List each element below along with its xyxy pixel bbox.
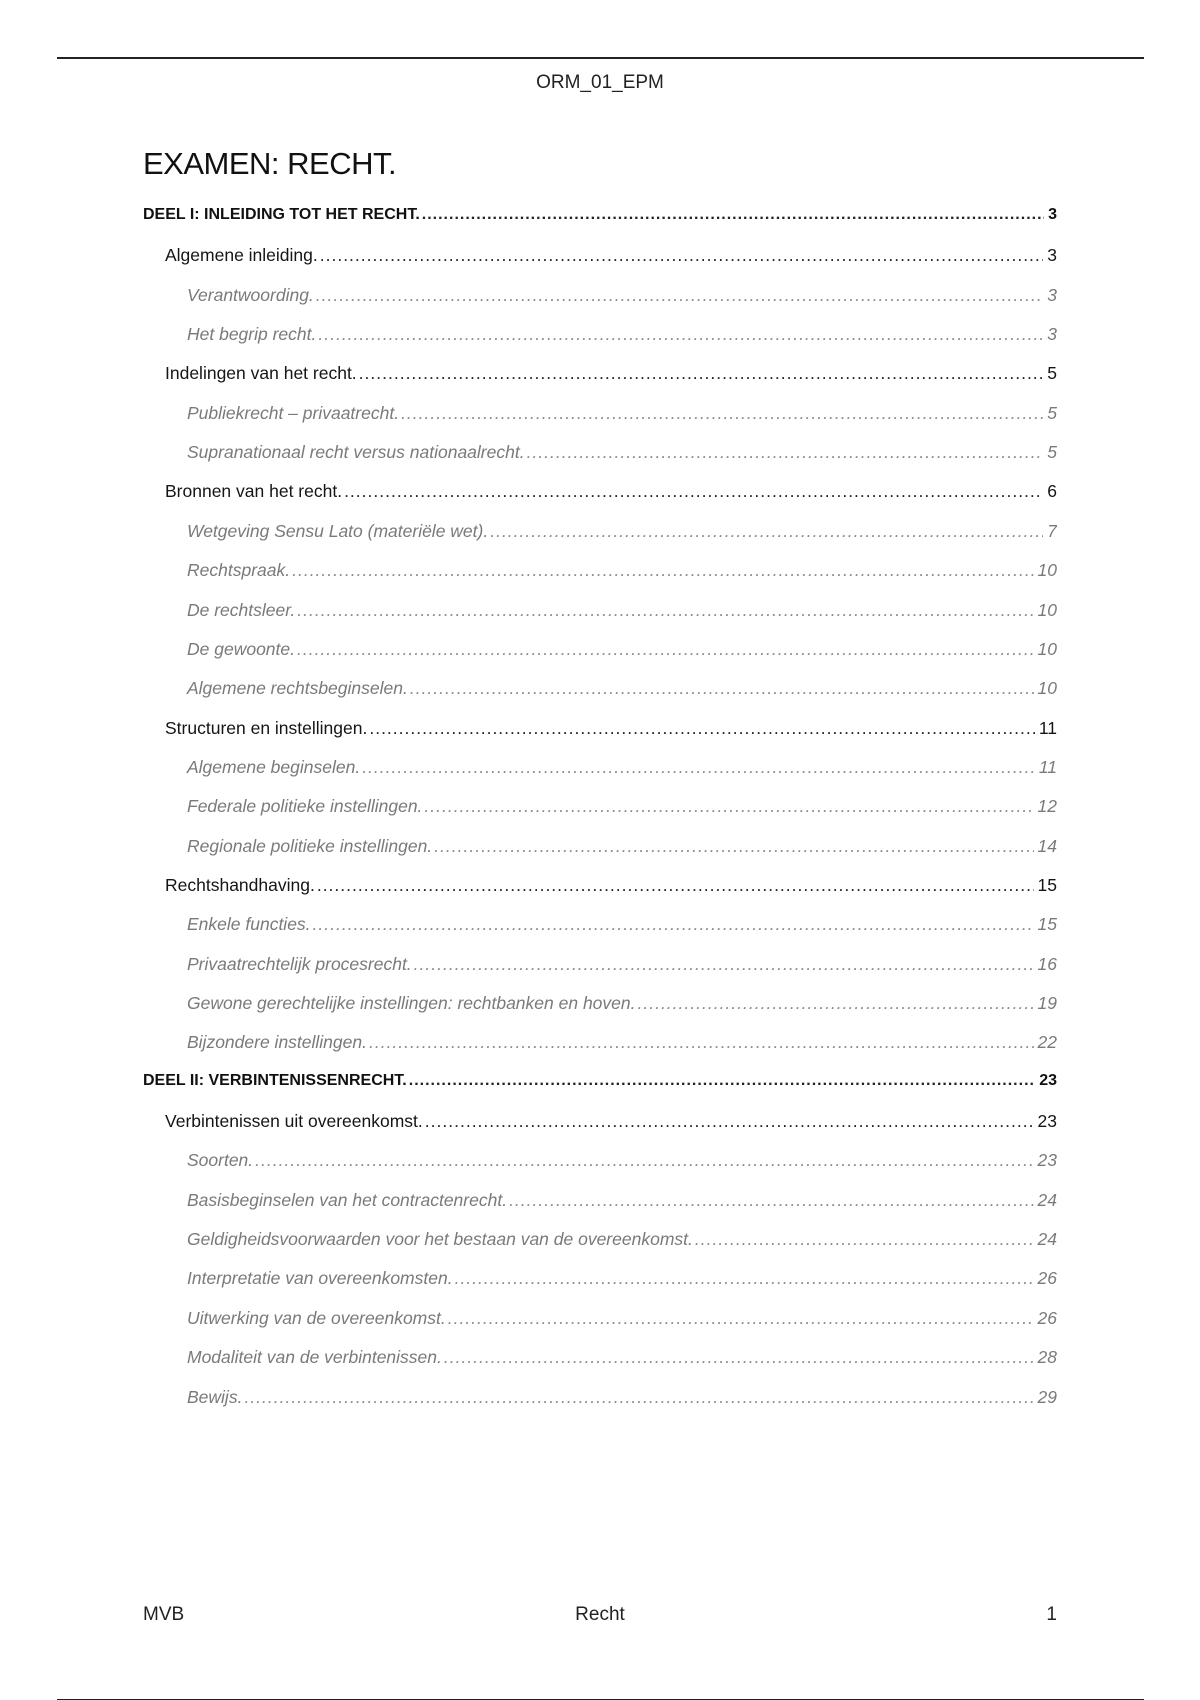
footer-author: MVB [143,1604,185,1625]
toc-entry-page-number: 28 [1037,1347,1057,1368]
toc-entry-level-3[interactable] [143,442,1057,463]
toc-entry-title: Algemene inleiding. [165,245,318,266]
toc-entry-level-3[interactable] [143,1150,1057,1171]
toc-entry-page-number: 11 [1038,756,1057,777]
toc-entry-title: Bijzondere instellingen. [187,1032,367,1053]
toc-entry-page-number: 26 [1037,1307,1057,1328]
toc-entry-page-number: 14 [1037,835,1057,856]
toc-entry-level-3[interactable] [143,1268,1057,1289]
toc-dot-leader [320,245,1044,266]
toc-entry-level-3[interactable] [143,796,1057,817]
toc-entry-page-number: 19 [1037,993,1057,1013]
toc-dot-leader [316,285,1043,306]
toc-dot-leader [434,836,1033,857]
toc-dot-leader [424,796,1033,817]
toc-entry-level-3[interactable] [143,403,1057,424]
footer-page-number: 1 [1046,1604,1057,1625]
toc-entry-page-number: 5 [1047,402,1057,423]
toc-entry-page-number: 11 [1038,717,1057,738]
toc-entry-page-number: 3 [1048,206,1057,223]
toc-entry-title: Supranationaal recht versus nationaalrecht. [187,442,525,463]
toc-entry-page-number: 5 [1047,442,1057,463]
toc-entry-level-2[interactable] [143,875,1057,896]
toc-dot-leader [362,757,1035,778]
toc-entry-title: Indelingen van het recht. [165,363,357,384]
toc-dot-leader [448,1308,1034,1329]
toc-entry-level-3[interactable] [143,757,1057,778]
toc-entry-title: Bronnen van het recht. [165,481,343,502]
toc-entry-title: Privaatrechtelijk procesrecht. [187,953,412,974]
toc-entry-title: Algemene beginselen. [187,756,361,777]
toc-dot-leader [255,1150,1033,1171]
toc-entry-level-3[interactable] [143,993,1057,1014]
toc-entry-page-number: 10 [1037,599,1057,620]
toc-entry-level-3[interactable] [143,285,1057,306]
toc-entry-title: De gewoonte. [187,638,295,659]
toc-entry-page-number: 26 [1037,1268,1057,1289]
toc-entry-page-number: 23 [1037,1150,1057,1171]
toc-entry-page-number: 15 [1037,874,1057,895]
toc-entry-title: DEEL II: VERBINTENISSENRECHT. [143,1071,407,1089]
toc-entry-level-3[interactable] [143,678,1057,699]
toc-entry-level-3[interactable] [143,1032,1057,1053]
header-rule [57,57,1144,59]
toc-entry-page-number: 10 [1037,638,1057,659]
page-title: EXAMEN: RECHT. [143,146,397,181]
toc-entry-page-number: 24 [1037,1189,1057,1210]
toc-dot-leader [638,993,1034,1014]
toc-entry-page-number: 22 [1037,1032,1057,1053]
toc-entry-title: Interpretatie van overeenkomsten. [187,1268,453,1289]
toc-entry-title: Algemene rechtsbeginselen. [187,678,408,699]
toc-entry-page-number: 24 [1037,1229,1057,1250]
toc-entry-title: Verbintenissen uit overeenkomst. [165,1111,423,1132]
toc-dot-leader [297,639,1034,660]
toc-entry-level-3[interactable] [143,954,1057,975]
toc-dot-leader [292,560,1033,581]
toc-entry-level-3[interactable] [143,1347,1057,1368]
toc-dot-leader [369,718,1034,739]
toc-entry-page-number: 12 [1037,796,1057,817]
toc-entry-title: Het begrip recht. [187,324,317,345]
toc-entry-page-number: 3 [1047,324,1057,345]
toc-entry-page-number: 6 [1047,481,1057,502]
toc-entry-level-3[interactable] [143,560,1057,581]
toc-entry-title: Structuren en instellingen. [165,717,368,738]
toc-entry-page-number: 16 [1037,953,1057,974]
toc-entry-title: Soorten. [187,1150,254,1171]
toc-entry-level-1[interactable] [143,206,1057,224]
toc-entry-title: Rechtspraak. [187,560,291,581]
toc-entry-title: Verantwoording. [187,284,314,305]
toc-entry-level-3[interactable] [143,639,1057,660]
toc-entry-level-3[interactable] [143,1229,1057,1250]
toc-dot-leader [425,1111,1034,1132]
toc-entry-title: DEEL I: INLEIDING TOT HET RECHT. [143,206,420,223]
toc-entry-title: Federale politieke instellingen. [187,796,423,817]
toc-dot-leader [455,1268,1034,1289]
toc-dot-leader [359,363,1044,384]
toc-entry-title: Modaliteit van de verbintenissen. [187,1347,442,1368]
toc-entry-title: Rechtshandhaving. [165,874,315,895]
toc-entry-level-3[interactable] [143,1190,1057,1211]
toc-entry-title: Gewone gerechtelijke instellingen: rechtbanken en hoven. [187,993,636,1013]
toc-entry-title: Uitwerking van de overeenkomst. [187,1307,446,1328]
toc-entry-level-3[interactable] [143,914,1057,935]
toc-dot-leader [422,206,1044,224]
toc-entry-page-number: 15 [1037,914,1057,935]
toc-entry-level-2[interactable] [143,718,1057,739]
toc-entry-page-number: 23 [1037,1111,1057,1132]
page-footer [143,1604,1057,1628]
toc-dot-leader [444,1347,1034,1368]
toc-entry-page-number: 7 [1047,520,1057,541]
toc-dot-leader [317,875,1034,896]
toc-dot-leader [490,521,1043,542]
toc-dot-leader [344,481,1043,502]
toc-entry-title: Enkele functies. [187,914,311,935]
toc-dot-leader [527,442,1044,463]
toc-entry-title: Wetgeving Sensu Lato (materiële wet). [187,520,489,541]
toc-entry-title: Bewijs. [187,1386,243,1407]
toc-entry-level-2[interactable] [143,363,1057,384]
toc-entry-level-2[interactable] [143,481,1057,502]
toc-dot-leader [244,1387,1033,1408]
document-code: ORM_01_EPM [536,72,664,93]
toc-dot-leader [369,1032,1034,1053]
toc-entry-title: Regionale politieke instellingen. [187,835,433,856]
toc-entry-level-2[interactable] [143,245,1057,266]
toc-dot-leader [695,1229,1034,1250]
toc-dot-leader [297,600,1033,621]
toc-entry-page-number: 3 [1047,284,1057,305]
toc-entry-level-3[interactable] [143,1387,1057,1408]
toc-entry-page-number: 23 [1039,1071,1057,1089]
toc-dot-leader [414,954,1034,975]
toc-entry-page-number: 10 [1037,678,1057,699]
toc-entry-page-number: 5 [1047,363,1057,384]
toc-entry-level-3[interactable] [143,324,1057,345]
toc-entry-title: De rechtsleer. [187,599,296,620]
toc-dot-leader [313,914,1034,935]
toc-entry-page-number: 10 [1037,560,1057,581]
toc-entry-level-3[interactable] [143,836,1057,857]
toc-dot-leader [318,324,1043,345]
toc-dot-leader [401,403,1043,424]
toc-entry-level-3[interactable] [143,1308,1057,1329]
toc-entry-title: Basisbeginselen van het contractenrecht. [187,1189,508,1210]
toc-dot-leader [509,1190,1033,1211]
toc-entry-title: Geldigheidsvoorwaarden voor het bestaan van de overeenkomst. [187,1229,693,1250]
toc-entry-page-number: 29 [1037,1386,1057,1407]
toc-dot-leader [410,678,1034,699]
toc-entry-title: Publiekrecht – privaatrecht. [187,402,400,423]
toc-entry-level-2[interactable] [143,1111,1057,1132]
toc-entry-level-1[interactable] [143,1072,1057,1090]
toc-entry-page-number: 3 [1047,245,1057,266]
footer-subject: Recht [575,1604,625,1625]
toc-dot-leader [409,1072,1035,1090]
toc-entry-level-3[interactable] [143,600,1057,621]
toc-entry-level-3[interactable] [143,521,1057,542]
